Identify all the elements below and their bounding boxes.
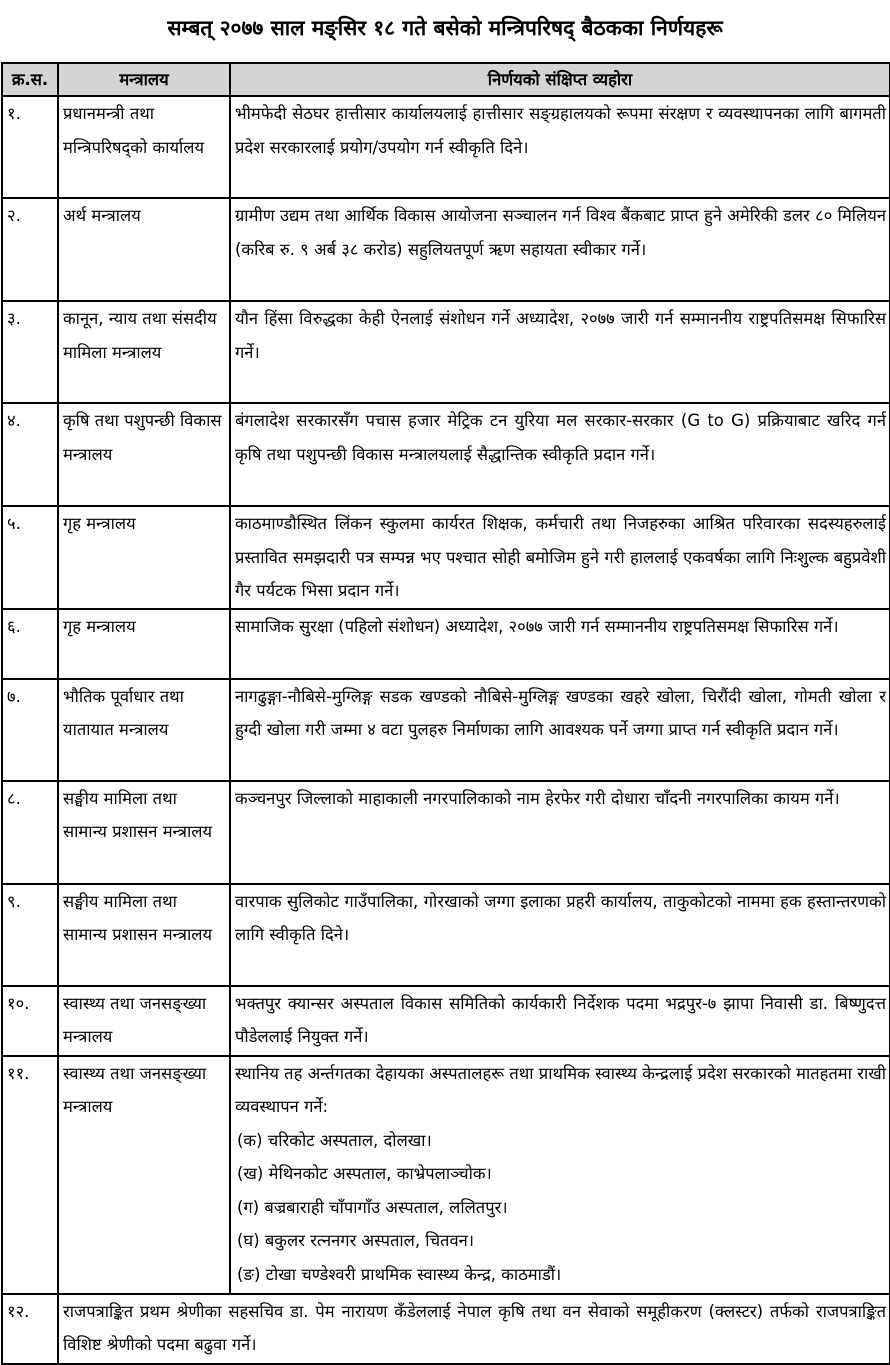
row-summary [230, 1056, 890, 1294]
row-ministry: सङ्घीय मामिला तथा सामान्य प्रशासन मन्त्रालय [58, 884, 230, 986]
table-row [2, 301, 890, 403]
table-row [2, 609, 890, 679]
header-ministry: मन्त्रालय [58, 63, 230, 96]
table-row [2, 1056, 890, 1294]
row-summary-text: कञ्चनपुर जिल्लाको माहाकाली नगरपालिकाको नाम हेरफेर गरी दोधारा चाँदनी नगरपालिका कायम गर्ने। [235, 788, 840, 808]
row-summary [230, 986, 890, 1056]
row-summary-text: यौन हिंसा विरुद्धका केही ऐनलाई संशोधन गर्ने अध्यादेश, २०७७ जारी गर्न सम्माननीय राष्ट्रपतिसमक्ष सिफारिस गर्ने। [235, 309, 886, 362]
header-serial: क्र.स. [2, 63, 58, 96]
row-summary-text: भक्तपुर क्यान्सर अस्पताल विकास समितिको कार्यकारी निर्देशक पदमा भद्रपुर-७ झापा निवासी डा. बिष्णुदत्त पौडेललाई नियुक्त गर्ने। [235, 993, 886, 1046]
row-summary [230, 301, 890, 403]
list-item: (घ) बकुलर रत्ननगर अस्पताल, चितवन। [237, 1231, 475, 1250]
header-summary: निर्णयको संक्षिप्त व्यहोरा [230, 63, 890, 96]
row-summary [230, 96, 890, 198]
table-row [2, 986, 890, 1056]
row-serial: ८. [2, 781, 58, 884]
row-serial: ५. [2, 506, 58, 609]
row-ministry: कानून, न्याय तथा संसदीय मामिला मन्त्रालय [58, 301, 230, 403]
row-ministry: गृह मन्त्रालय [58, 506, 230, 609]
row-serial: १०. [2, 986, 58, 1056]
row-summary [230, 679, 890, 781]
row-summary [230, 198, 890, 301]
row-summary-text: ग्रामीण उद्यम तथा आर्थिक विकास आयोजना सञ्चालन गर्न विश्व बैंकबाट प्राप्त हुने अमेरिकी डलर ८० मिलियन (करिब रु. ९ अर्ब ३८ करोड) सहुलियतपूर्ण ऋण सहायता स्वीकार गर्ने। [235, 206, 886, 259]
row-serial: ११. [2, 1056, 58, 1294]
page-title: सम्बत् २०७७ साल मङ्सिर १८ गते बसेको मन्त्रिपरिषद् बैठकका निर्णयहरू [167, 16, 723, 40]
list-item: (ख) मेथिनकोट अस्पताल, काभ्रेपलाञ्चोक। [237, 1164, 492, 1183]
table-header-row [2, 63, 890, 96]
row-summary [230, 781, 890, 884]
row-serial: ३. [2, 301, 58, 403]
row-serial: १२. [2, 1294, 58, 1364]
row-summary-text: राजपत्राङ्कित प्रथम श्रेणीका सहसचिव डा. पेम नारायण कँडेललाई नेपाल कृषि तथा वन सेवाको समूहीकरण (क्लस्टर) तर्फको राजपत्राङ्कित विशिष्ट श्रेणीको पदमा बढुवा गर्ने। [63, 1301, 886, 1354]
row-serial: ९. [2, 884, 58, 986]
row-ministry: गृह मन्त्रालय [58, 609, 230, 679]
row-serial: १. [2, 96, 58, 198]
decisions-table [1, 62, 890, 1365]
row-serial: ७. [2, 679, 58, 781]
row-serial: ४. [2, 403, 58, 506]
table-row [2, 506, 890, 609]
row-summary-text: सामाजिक सुरक्षा (पहिलो संशोधन) अध्यादेश, २०७७ जारी गर्न सम्माननीय राष्ट्रपतिसमक्ष सिफारिस गर्ने। [235, 616, 839, 636]
list-item: (क) चरिकोट अस्पताल, दोलखा। [237, 1130, 432, 1150]
list-item: (ङ) टोखा चण्डेश्वरी प्राथमिक स्वास्थ्य केन्द्र, काठमाडौं। [237, 1264, 562, 1284]
table-row [2, 781, 890, 884]
row-summary [230, 506, 890, 609]
table-row [2, 403, 890, 506]
row-summary-text: वारपाक सुलिकोट गाउँपालिका, गोरखाको जग्गा इलाका प्रहरी कार्यालय, ताकुकोटको नाममा हक हस्तान्तरणको लागि स्वीकृति दिने। [235, 891, 886, 944]
list-item: (ग) बज्रबाराही चाँपागाँउ अस्पताल, ललितपुर। [237, 1197, 508, 1217]
row-ministry: प्रधानमन्त्री तथा मन्त्रिपरिषद्को कार्यालय [58, 96, 230, 198]
row-ministry: कृषि तथा पशुपन्छी विकास मन्त्रालय [58, 403, 230, 506]
row-summary [58, 1294, 890, 1364]
row-ministry: अर्थ मन्त्रालय [58, 198, 230, 301]
row-serial: ६. [2, 609, 58, 679]
row-summary-text: काठमाण्डौस्थित लिंकन स्कुलमा कार्यरत शिक्षक, कर्मचारी तथा निजहरुका आश्रित परिवारका सदस्यहरुलाई प्रस्तावित समझदारी पत्र सम्पन्न भए पश्चात सोही बमोजिम हुने गरी हाललाई एकवर्षका लागि निःशुल्क बहुप्रवेशी गैर पर्यटक भिसा प्रदान गर्ने। [235, 514, 886, 600]
row-summary [230, 403, 890, 506]
row-ministry: भौतिक पूर्वाधार तथा यातायात मन्त्रालय [58, 679, 230, 781]
row-summary [230, 884, 890, 986]
row-ministry: स्वास्थ्य तथा जनसङ्ख्या मन्त्रालय [58, 986, 230, 1056]
row-serial: २. [2, 198, 58, 301]
table-row [2, 884, 890, 986]
row-summary-text: नागढुङ्गा-नौबिसे-मुग्लिङ्ग सडक खण्डको नौबिसे-मुग्लिङ्ग खण्डका खहरे खोला, चिरौंदी खोला, गोमती खोला र हुग्दी खोला गरी जम्मा ४ वटा पुलहरु निर्माणका लागि आवश्यक पर्ने जग्गा प्राप्त गर्न स्वीकृति प्रदान गर्ने। [235, 686, 886, 739]
row-summary [230, 609, 890, 679]
table-row [2, 679, 890, 781]
table-row [2, 96, 890, 198]
row-ministry: स्वास्थ्य तथा जनसङ्ख्या मन्त्रालय [58, 1056, 230, 1294]
table-row [2, 1294, 890, 1364]
row-summary-text: भीमफेदी सेठघर हात्तीसार कार्यालयलाई हात्तीसार सङ्ग्रहालयको रूपमा संरक्षण र व्यवस्थापनका लागि बागमती प्रदेश सरकारलाई प्रयोग/उपयोग गर्न स्वीकृति दिने। [235, 104, 886, 157]
row-summary-text: स्थानिय तह अर्न्तगतका देहायका अस्पतालहरू तथा प्राथमिक स्वास्थ्य केन्द्रलाई प्रदेश सरकारको मातहतमा राखी व्यवस्थापन गर्ने: [235, 1063, 886, 1116]
row-summary-text: बंगलादेश सरकारसँग पचास हजार मेट्रिक टन युरिया मल सरकार-सरकार (G to G) प्रक्रियाबाट खरिद गर्न कृषि तथा पशुपन्छी विकास मन्त्रालयलाई सैद्धान्तिक स्वीकृति प्रदान गर्ने। [235, 411, 886, 464]
row-ministry: सङ्घीय मामिला तथा सामान्य प्रशासन मन्त्रालय [58, 781, 230, 884]
table-row [2, 198, 890, 301]
